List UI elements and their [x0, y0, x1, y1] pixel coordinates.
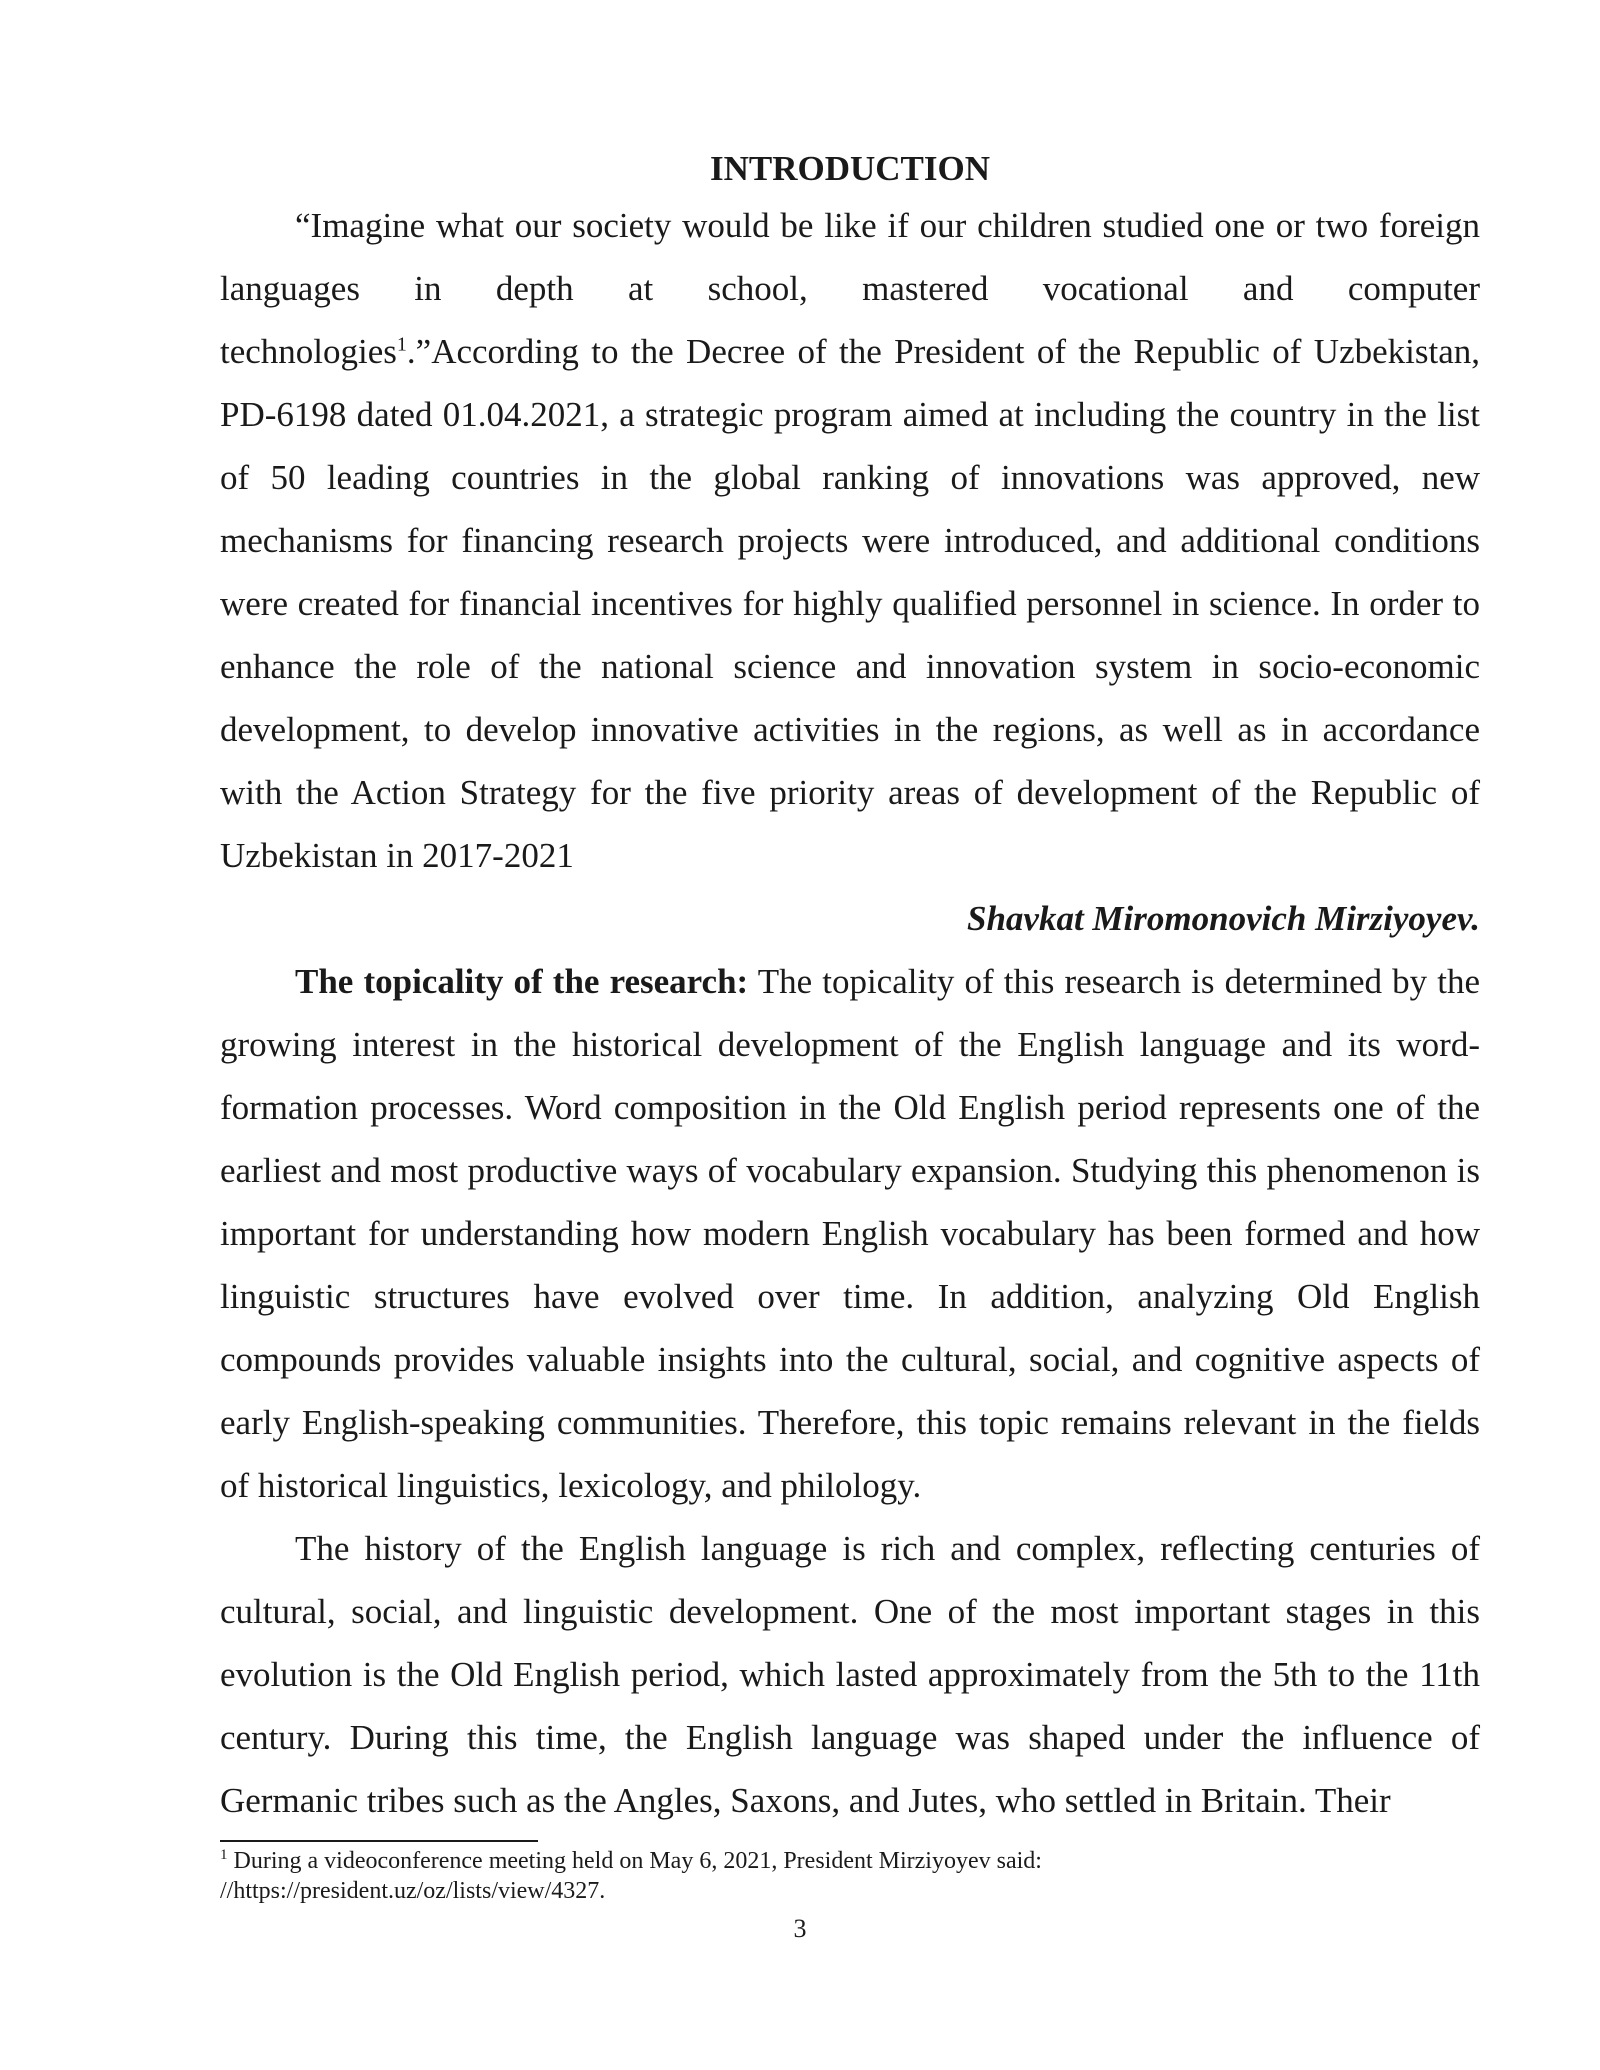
history-paragraph: The history of the English language is rich and complex, reflecting centuries of cultural, social, and linguistic development. One of the most important stages in this evolution is the Old English period, which lasted approximately from the 5th to the 11th century. During this time, the English language was shaped under the influence of Germanic tribes such as the Angles, Saxons, and Jutes, who settled in Britain. Their	[220, 1529, 1480, 1820]
intro-quote: “Imagine what our society would be like if our children studied one or two foreign languages in depth at school, mastered vocational and computer technologies	[220, 206, 1480, 371]
footnote	[220, 1846, 1480, 1906]
topicality-body: The topicality of this research is determined by the growing interest in the historical development of the English language and its word-formation processes. Word composition in the Old English period represents one of the earliest and most productive ways of vocabulary expansion. Studying this phenomenon is important for understanding how modern English vocabulary has been formed and how linguistic structures have evolved over time. In addition, analyzing Old English compounds provides valuable insights into the cultural, social, and cognitive aspects of early English-speaking communities. Therefore, this topic remains relevant in the fields of historical linguistics, lexicology, and philology.	[220, 962, 1480, 1505]
intro-paragraph	[220, 194, 1480, 887]
intro-decree-text: .”According to the Decree of the President of the Republic of Uzbekistan, PD-6198 dated 01.04.2021, a strategic program aimed at including the country in the list of 50 leading countries in the global ranking of innovations was approved, new mechanisms for financing research projects were introduced, and additional conditions were created for financial incentives for highly qualified personnel in science. In order to enhance the role of the national science and innovation system in socio-economic development, to develop innovative activities in the regions, as well as in accordance with the Action Strategy for the five priority areas of development of the Republic of Uzbekistan in 2017-2021	[220, 332, 1480, 875]
body-text	[220, 144, 1480, 1832]
page-number: 3	[793, 1914, 807, 1943]
footnote-link[interactable]: //https://president.uz/oz/lists/view/4327.	[220, 1878, 606, 1904]
footnote-marker: 1	[220, 1847, 228, 1863]
topicality-lead: The topicality of the research:	[295, 962, 749, 1001]
quote-attribution: Shavkat Miromonovich Mirziyoyev.	[966, 899, 1480, 938]
topicality-paragraph	[220, 950, 1480, 1517]
footnote-text: During a videoconference meeting held on May 6, 2021, President Mirziyoyev said:	[227, 1848, 1042, 1874]
footnote-reference[interactable]: 1	[396, 333, 407, 356]
footnote-separator	[220, 1840, 538, 1842]
section-heading: INTRODUCTION	[709, 149, 991, 188]
